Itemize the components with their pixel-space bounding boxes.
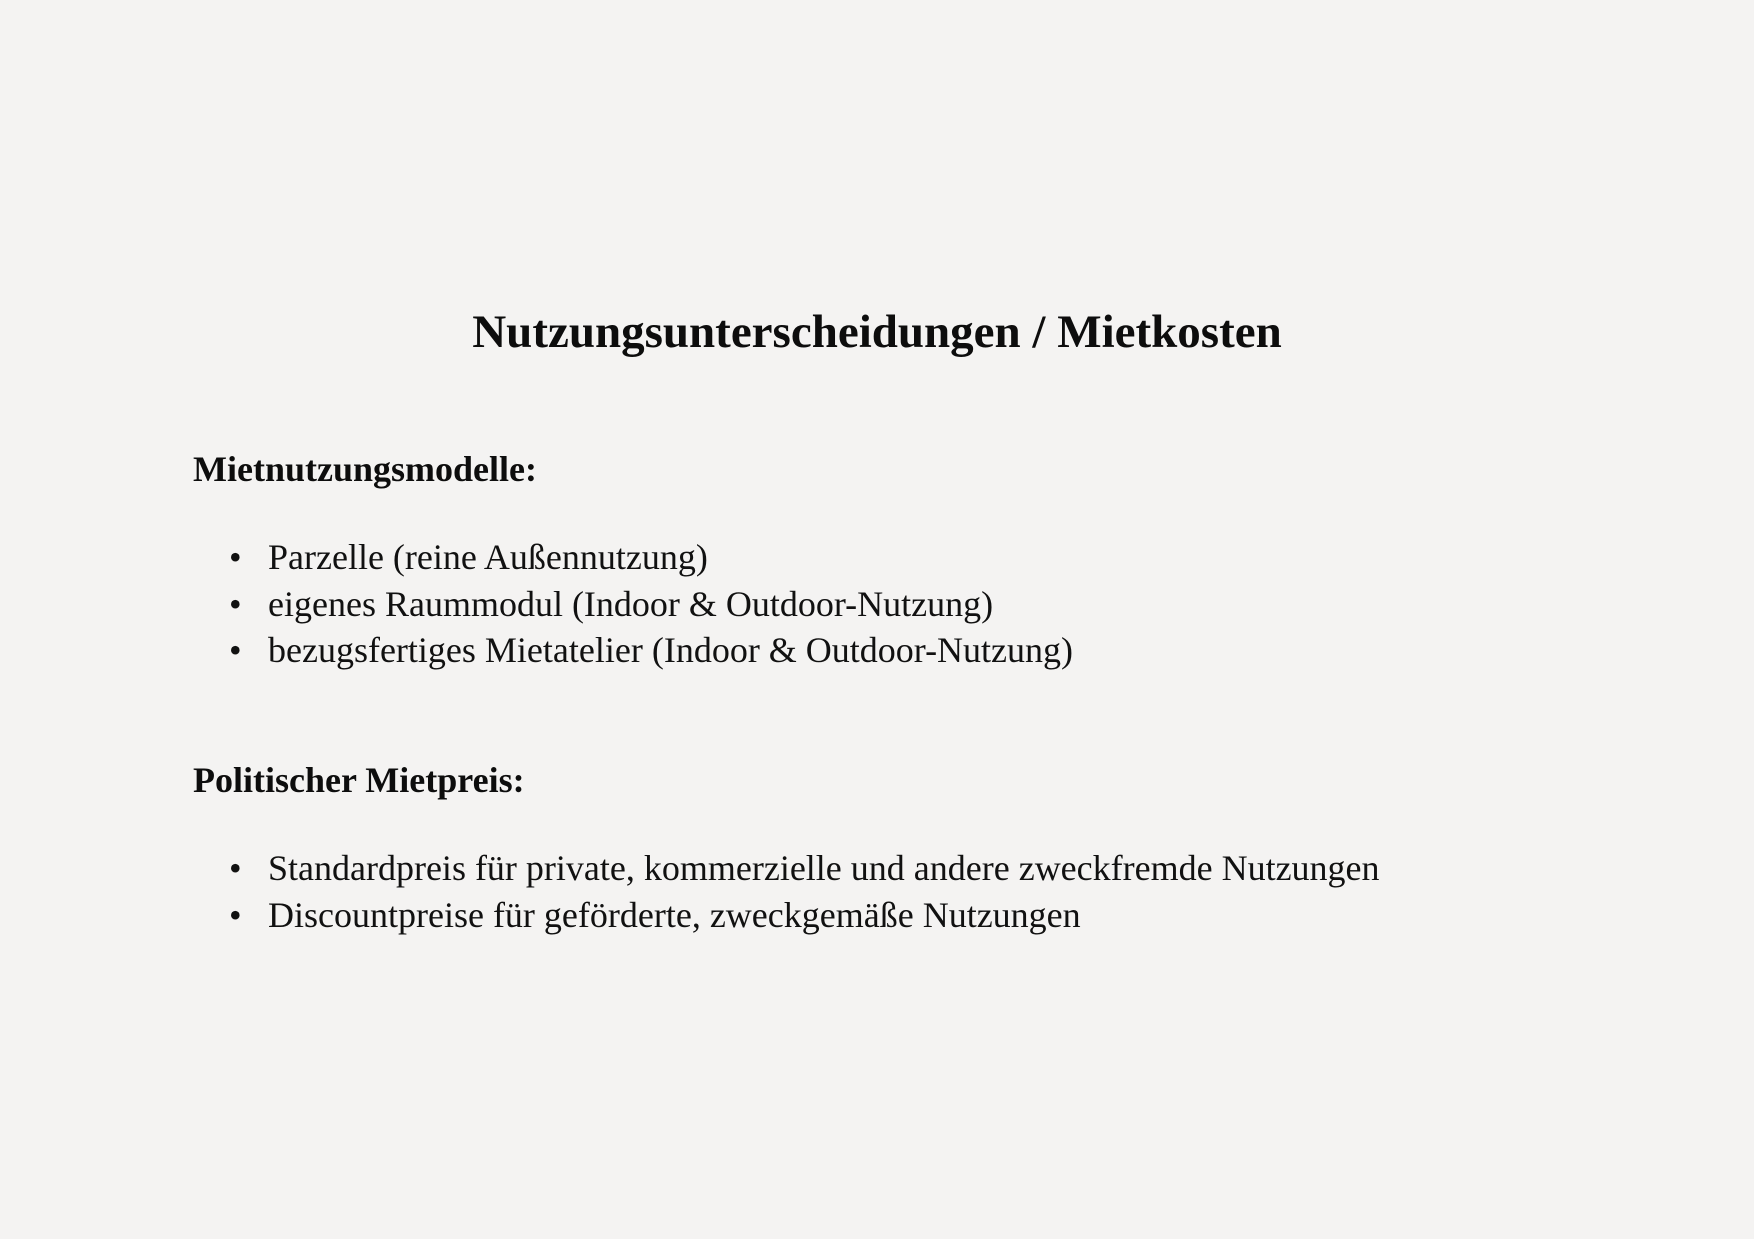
list-item: • Discountpreise für geförderte, zweckgemäße Nutzungen bbox=[229, 892, 1380, 939]
section-heading: Politischer Mietpreis: bbox=[193, 760, 525, 800]
section-rental-models bbox=[193, 446, 1593, 670]
bullet-list bbox=[229, 534, 1073, 674]
list-item: • Standardpreis für private, kommerzielle und andere zweckfremde Nutzungen bbox=[229, 845, 1380, 892]
section-political-rent bbox=[193, 757, 1593, 935]
bullet-list bbox=[229, 845, 1380, 938]
page-title: Nutzungsunterscheidungen / Mietkosten bbox=[472, 306, 1282, 358]
list-item: • Parzelle (reine Außennutzung) bbox=[229, 534, 1073, 581]
section-heading: Mietnutzungsmodelle: bbox=[193, 449, 537, 489]
list-item: • eigenes Raummodul (Indoor & Outdoor-Nutzung) bbox=[229, 581, 1073, 628]
list-item: • bezugsfertiges Mietatelier (Indoor & Outdoor-Nutzung) bbox=[229, 627, 1073, 674]
